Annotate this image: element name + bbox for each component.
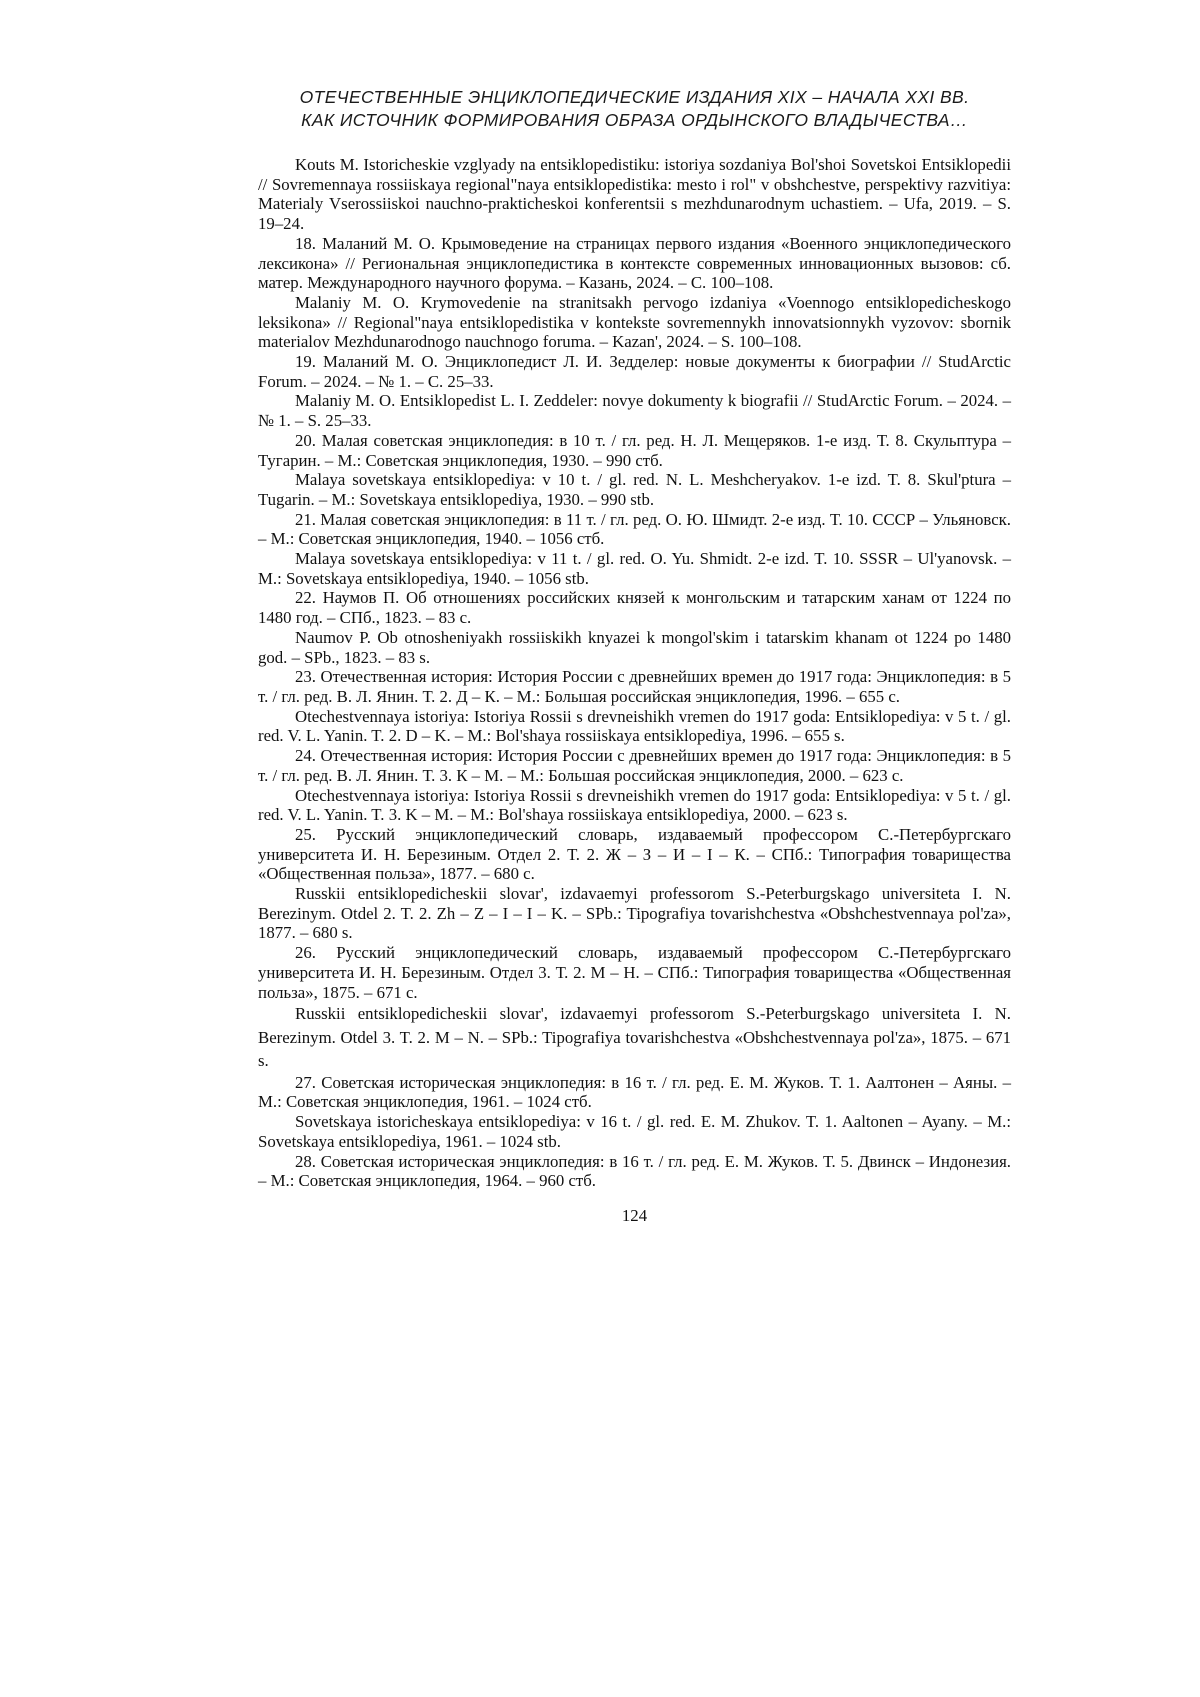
reference-entry: Otechestvennaya istoriya: Istoriya Rossii s drevneishikh vremen do 1917 goda: Entsiklopediya: v 5 t. / gl. red. V. L. Yanin. T. 3. K – M. – M.: Bol'shaya rossiiskaya entsiklopediya, 2000. – 623 s.	[258, 785, 1011, 825]
reference-entry: 25. Русский энциклопедический словарь, издаваемый профессором С.-Петербургскаго университета И. Н. Березиным. Отдел 2. Т. 2. Ж – З – И – I – К. – СПб.: Типография товарищества «Общественная польза», 1877. – 680 с.	[258, 824, 1011, 884]
reference-entry: 18. Маланий М. О. Крымоведение на страницах первого издания «Военного энциклопедического лексикона» // Региональная энциклопедистика в контексте современных инновационных вызовов: сб. матер. Международного научного форума. – Казань, 2024. – С. 100–108.	[258, 233, 1011, 293]
reference-entry: Kouts M. Istoricheskie vzglyady na entsiklopedistiku: istoriya sozdaniya Bol'shoi Sovetskoi Entsiklopedii // Sovremennaya rossiiskaya regional"naya entsiklopedistika: mesto i rol" v obshchestve, perspektivy razvitiya: Materialy Vserossiiskoi nauchno-prakticheskoi konferentsii s mezhdunarodnym uchastiem. – Ufa, 2019. – S. 19–24.	[258, 155, 1011, 234]
reference-entry: 27. Советская историческая энциклопедия: в 16 т. / гл. ред. Е. М. Жуков. Т. 1. Аалтонен – Аяны. – М.: Советская энциклопедия, 1961. – 1024 стб.	[258, 1072, 1011, 1112]
reference-entry: Otechestvennaya istoriya: Istoriya Rossii s drevneishikh vremen do 1917 goda: Entsiklopediya: v 5 t. / gl. red. V. L. Yanin. T. 2. D – K. – M.: Bol'shaya rossiiskaya entsiklopediya, 1996. – 655 s.	[258, 706, 1011, 746]
reference-entry: Sovetskaya istoricheskaya entsiklopediya: v 16 t. / gl. red. E. M. Zhukov. T. 1. Aaltonen – Ayany. – M.: Sovetskaya entsiklopediya, 1961. – 1024 stb.	[258, 1112, 1011, 1151]
reference-entry: Malaya sovetskaya entsiklopediya: v 10 t. / gl. red. N. L. Meshcheryakov. 1-e izd. T. 8. Skul'ptura – Tugarin. – M.: Sovetskaya entsiklopediya, 1930. – 990 stb.	[258, 470, 1011, 509]
running-head	[258, 86, 1011, 132]
reference-entry: 19. Маланий М. О. Энциклопедист Л. И. Зедделер: новые документы к биографии // StudArctic Forum. – 2024. – № 1. – С. 25–33.	[258, 352, 1011, 391]
reference-entry: Naumov P. Ob otnosheniyakh rossiiskikh knyazei k mongol'skim i tatarskim khanam ot 1224 po 1480 god. – SPb., 1823. – 83 s.	[258, 627, 1011, 667]
reference-entry: 26. Русский энциклопедический словарь, издаваемый профессором С.-Петербургскаго университета И. Н. Березиным. Отдел 3. Т. 2. М – Н. – СПб.: Типография товарищества «Общественная польза», 1875. – 671 с.	[258, 943, 1011, 1002]
reference-entry: 21. Малая советская энциклопедия: в 11 т. / гл. ред. О. Ю. Шмидт. 2-е изд. Т. 10. СССР – Ульяновск. – М.: Советская энциклопедия, 1940. – 1056 стб.	[258, 509, 1011, 549]
reference-entry: 23. Отечественная история: История России с древнейших времен до 1917 года: Энциклопедия: в 5 т. / гл. ред. В. Л. Янин. Т. 2. Д – К. – М.: Большая российская энциклопедия, 1996. – 655 с.	[258, 667, 1011, 706]
reference-entry: 24. Отечественная история: История России с древнейших времен до 1917 года: Энциклопедия: в 5 т. / гл. ред. В. Л. Янин. Т. 3. К – М. – М.: Большая российская энциклопедия, 2000. – 623 с.	[258, 746, 1011, 785]
reference-entry: Malaniy M. O. Krymovedenie na stranitsakh pervogo izdaniya «Voennogo entsiklopedicheskogo leksikona» // Regional"naya entsiklopedistika v kontekste sovremennykh innovatsionnykh vyzovov: sbornik materialov Mezhdunarodnogo nauchnogo foruma. – Kazan', 2024. – S. 100–108.	[258, 292, 1011, 352]
running-head-line-1: ОТЕЧЕСТВЕННЫЕ ЭНЦИКЛОПЕДИЧЕСКИЕ ИЗДАНИЯ XIX – НАЧАЛА XXI ВВ.	[299, 87, 970, 107]
running-head-line-2: КАК ИСТОЧНИК ФОРМИРОВАНИЯ ОБРАЗА ОРДЫНСКОГО ВЛАДЫЧЕСТВА…	[301, 110, 968, 130]
reference-entry: 22. Наумов П. Об отношениях российских князей к монгольским и татарским ханам от 1224 по 1480 год. – СПб., 1823. – 83 с.	[258, 588, 1011, 628]
page-number: 124	[621, 1206, 648, 1225]
reference-entry: Russkii entsiklopedicheskii slovar', izdavaemyi professorom S.-Peterburgskago universiteta I. N. Berezinym. Otdel 2. T. 2. Zh – Z – I – I – K. – SPb.: Tipografiya tovarishchestva «Obshchestvennaya pol'za», 1877. – 680 s.	[258, 884, 1011, 943]
reference-entry: Malaya sovetskaya entsiklopediya: v 11 t. / gl. red. O. Yu. Shmidt. 2-e izd. T. 10. SSSR – Ul'yanovsk. – M.: Sovetskaya entsiklopediya, 1940. – 1056 stb.	[258, 549, 1011, 588]
reference-entry: 28. Советская историческая энциклопедия: в 16 т. / гл. ред. Е. М. Жуков. Т. 5. Двинск – Индонезия. – М.: Советская энциклопедия, 1964. – 960 стб.	[258, 1151, 1011, 1191]
reference-entry: 20. Малая советская энциклопедия: в 10 т. / гл. ред. Н. Л. Мещеряков. 1-е изд. Т. 8. Скульптура – Тугарин. – М.: Советская энциклопедия, 1930. – 990 стб.	[258, 430, 1011, 470]
references-list	[258, 155, 1011, 1191]
reference-entry: Russkii entsiklopedicheskii slovar', izdavaemyi professorom S.-Peterburgskago universiteta I. N. Berezinym. Otdel 3. T. 2. M – N. – SPb.: Tipografiya tovarishchestva «Obshchestvennaya pol'za», 1875. – 671 s.	[258, 1004, 1011, 1071]
text-column	[258, 86, 1011, 1191]
reference-entry: Malaniy M. O. Entsiklopedist L. I. Zeddeler: novye dokumenty k biografii // StudArctic Forum. – 2024. – № 1. – S. 25–33.	[258, 391, 1011, 431]
